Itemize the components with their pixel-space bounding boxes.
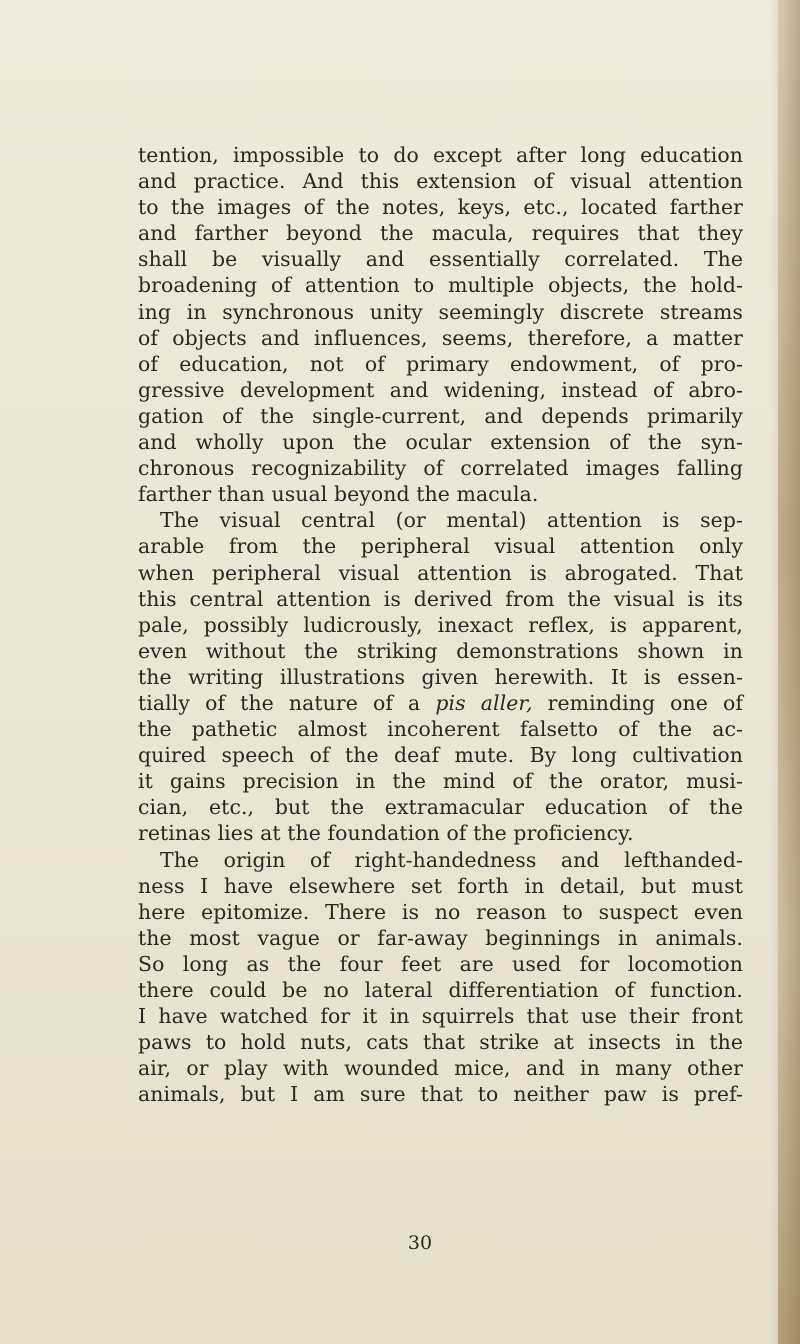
- text-line: farther than usual beyond the macula.: [138, 482, 539, 507]
- text-line: gressive development and widening, instead of abro-: [138, 377, 743, 402]
- text-line: and wholly upon the ocular extension of the syn-: [138, 430, 743, 455]
- text-line: So long as the four feet are used for locomotion: [138, 951, 743, 976]
- text-line: retinas lies at the foundation of the proficiency.: [138, 821, 634, 846]
- body-text: [138, 142, 743, 1107]
- text-line: animals, but I am sure that to neither paw is pref-: [138, 1082, 743, 1107]
- text-segment: reminding one of: [532, 690, 743, 715]
- text-segment: tially of the nature of a: [138, 690, 436, 715]
- text-line: chronous recognizability of correlated images falling: [138, 456, 743, 481]
- text-line: The origin of right-handedness and lefthanded-: [160, 847, 743, 872]
- text-line: quired speech of the deaf mute. By long cultivation: [138, 743, 743, 768]
- text-line: there could be no lateral differentiation of function.: [138, 978, 743, 1002]
- text-line: the most vague or far-away beginnings in animals.: [138, 925, 743, 950]
- text-line: the writing illustrations given herewith. It is essen-: [138, 664, 743, 689]
- text-line: here epitomize. There is no reason to suspect even: [138, 899, 743, 924]
- text-line: paws to hold nuts, cats that strike at insects in the: [138, 1030, 743, 1055]
- text-line: pale, possibly ludicrously, inexact reflex, is apparent,: [138, 612, 743, 637]
- text-line: even without the striking demonstrations shown in: [138, 638, 743, 663]
- text-line: and farther beyond the macula, requires that they: [138, 221, 743, 246]
- text-line: of education, not of primary endowment, of pro-: [138, 351, 743, 376]
- text-line: to the images of the notes, keys, etc., located farther: [138, 195, 743, 220]
- text-line: shall be visually and essentially correlated. The: [138, 247, 743, 272]
- text-line: the pathetic almost incoherent falsetto of the ac-: [138, 717, 743, 742]
- page-edge-stain: [778, 0, 800, 1344]
- text-line: this central attention is derived from the visual is its: [138, 586, 743, 611]
- text-line: and practice. And this extension of visual attention: [138, 169, 743, 194]
- text-line: ing in synchronous unity seemingly discrete streams: [138, 299, 743, 324]
- text-line: [138, 690, 743, 716]
- text-line: broadening of attention to multiple objects, the hold-: [138, 273, 743, 298]
- text-line: tention, impossible to do except after long education: [138, 143, 743, 167]
- text-line: it gains precision in the mind of the orator, musi-: [138, 769, 743, 794]
- text-line: of objects and influences, seems, therefore, a matter: [138, 325, 743, 350]
- page-number: 30: [407, 1232, 433, 1254]
- text-line: arable from the peripheral visual attention only: [138, 534, 743, 559]
- italic-phrase: pis aller,: [435, 690, 533, 715]
- text-line: cian, etc., but the extramacular education of the: [138, 795, 743, 820]
- text-line: when peripheral visual attention is abrogated. That: [138, 560, 743, 585]
- text-line: I have watched for it in squirrels that use their front: [138, 1004, 743, 1029]
- text-line: ness I have elsewhere set forth in detail, but must: [138, 873, 743, 898]
- text-line: air, or play with wounded mice, and in many other: [138, 1056, 743, 1081]
- text-line: gation of the single-current, and depends primarily: [138, 403, 743, 428]
- text-line: The visual central (or mental) attention is sep-: [160, 508, 743, 533]
